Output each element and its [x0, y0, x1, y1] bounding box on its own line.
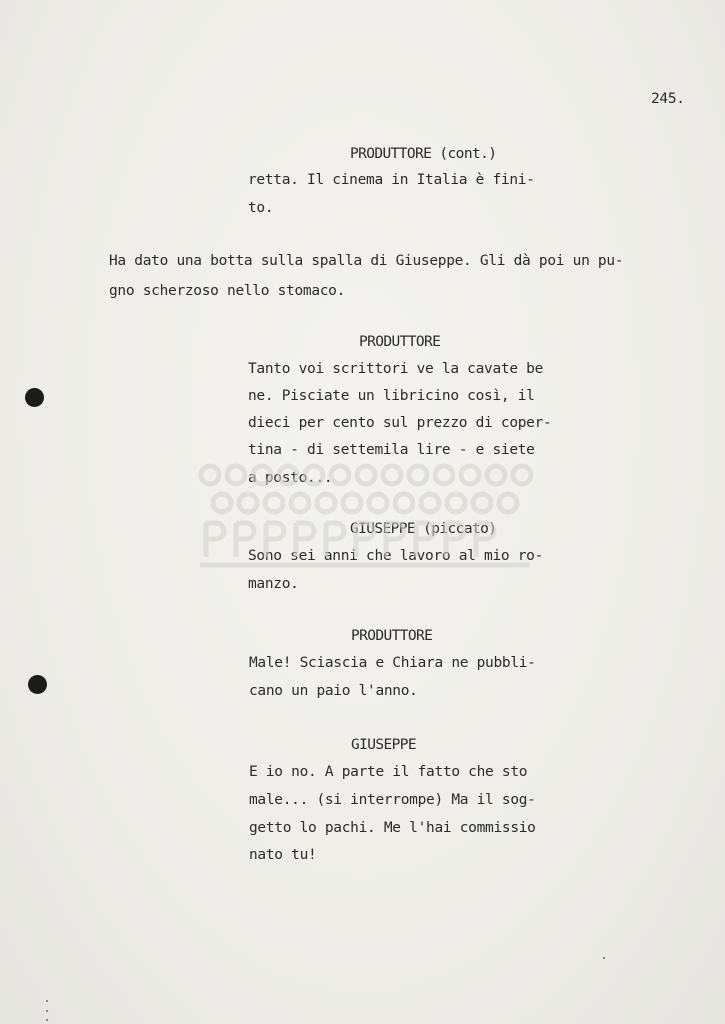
character-cue: PRODUTTORE: [359, 334, 441, 350]
paper-speck: [603, 957, 605, 959]
dialogue-line: ne. Pisciate un libricino così, il: [248, 388, 535, 404]
character-cue: GIUSEPPE (piccato): [350, 521, 497, 537]
dialogue-line: tina - di settemila lire - e siete: [248, 442, 535, 458]
dialogue-line: retta. Il cinema in Italia è fini-: [248, 172, 535, 188]
dialogue-line: a posto...: [248, 470, 333, 486]
dialogue-line: Sono sei anni che lavoro al mio ro-: [248, 548, 544, 564]
paper-speck: [46, 1019, 48, 1021]
dialogue-line: cano un paio l'anno.: [249, 683, 418, 699]
action-line: Ha dato una botta sulla spalla di Giuseppe. Gli dà poi un pu-: [109, 253, 624, 269]
dialogue-line: nato tu!: [249, 847, 317, 863]
dialogue-line: Tanto voi scrittori ve la cavate be: [248, 361, 544, 377]
binder-hole: [25, 388, 44, 407]
dialogue-line: male... (si interrompe) Ma il sog-: [249, 792, 536, 808]
dialogue-line: dieci per cento sul prezzo di coper-: [248, 415, 552, 431]
paper-speck: [46, 1000, 48, 1002]
page-number: 245.: [651, 91, 685, 107]
dialogue-line: E io no. A parte il fatto che sto: [249, 764, 528, 780]
character-cue: PRODUTTORE: [351, 628, 433, 644]
character-cue: PRODUTTORE (cont.): [350, 146, 497, 162]
character-cue: GIUSEPPE: [351, 737, 417, 753]
binder-hole: [28, 675, 47, 694]
dialogue-line: to.: [248, 200, 274, 216]
paper-speck: [46, 1010, 48, 1012]
dialogue-line: Male! Sciascia e Chiara ne pubbli-: [249, 655, 536, 671]
dialogue-line: getto lo pachi. Me l'hai commissio: [249, 820, 536, 836]
action-line: gno scherzoso nello stomaco.: [109, 283, 346, 299]
dialogue-line: manzo.: [248, 576, 299, 592]
watermark-graphic: [192, 455, 542, 577]
